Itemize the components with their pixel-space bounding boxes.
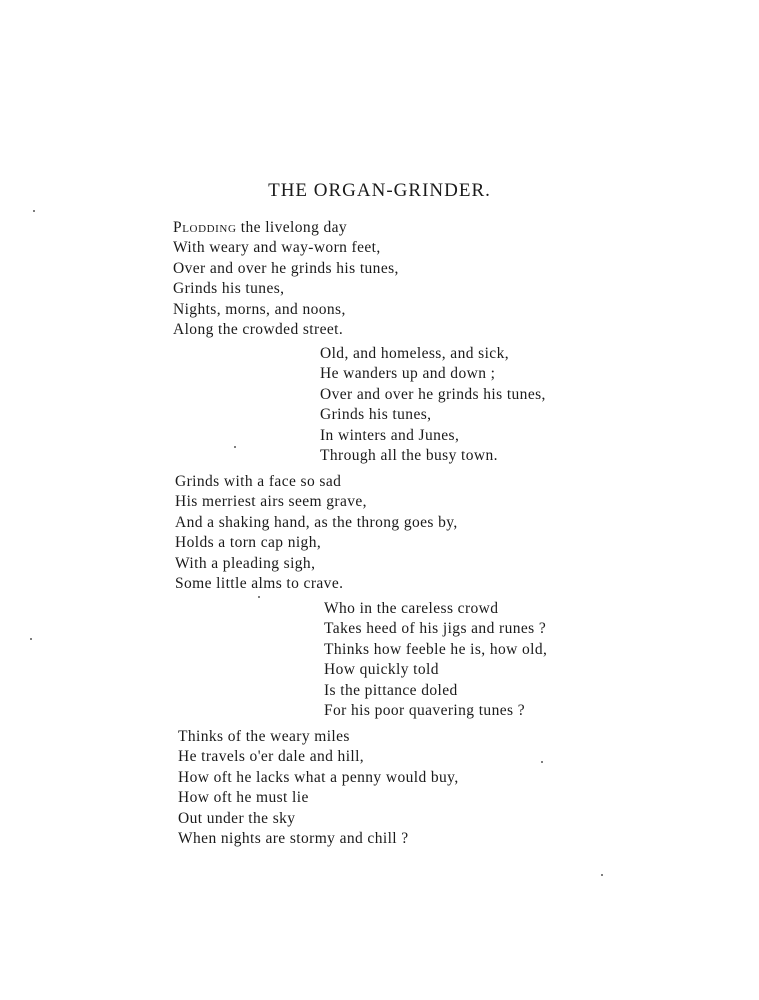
poem-line: Along the crowded street. [173, 320, 344, 338]
stanza-1 [173, 218, 399, 340]
poem-line: In winters and Junes, [320, 426, 460, 444]
poem-line: Nights, morns, and noons, [173, 300, 346, 318]
stanza-5 [178, 727, 459, 849]
poem-line: Grinds his tunes, [173, 280, 285, 298]
poem-line: How oft he must lie [178, 789, 309, 807]
poem-line: With a pleading sigh, [175, 554, 316, 572]
poem-title: THE ORGAN-GRINDER. [268, 180, 491, 201]
poem-line: And a shaking hand, as the throng goes by, [175, 513, 458, 531]
poem-line: Over and over he grinds his tunes, [173, 259, 399, 277]
poem-line: Is the pittance doled [324, 681, 458, 699]
first-word: Plodding [173, 219, 237, 236]
poem-line: Over and over he grinds his tunes, [320, 385, 546, 403]
poem-line: He wanders up and down ; [320, 365, 496, 383]
paper-speck [33, 210, 35, 212]
poem-line [173, 218, 399, 238]
poem-line: His merriest airs seem grave, [175, 493, 367, 511]
poem-line: Old, and homeless, and sick, [320, 345, 509, 362]
poem-line: With weary and way-worn feet, [173, 239, 381, 257]
line-rest: the livelong day [236, 219, 348, 236]
stanza-4 [324, 599, 547, 721]
stanza-2 [320, 344, 546, 466]
poem-line: When nights are stormy and chill ? [178, 829, 409, 847]
poem-line: Grinds with a face so sad [175, 473, 342, 490]
poem-line: He travels o'er dale and hill, [178, 748, 365, 766]
poem-line: Holds a torn cap nigh, [175, 534, 322, 552]
poem-line: Thinks of the weary miles [178, 728, 350, 745]
poem-line: How quickly told [324, 661, 439, 679]
poem-line: Who in the careless crowd [324, 600, 499, 617]
paper-speck [601, 874, 603, 876]
poem-line: How oft he lacks what a penny would buy, [178, 768, 459, 786]
poem-line: Out under the sky [178, 809, 296, 827]
poem-line: Takes heed of his jigs and runes ? [324, 620, 547, 638]
poem-line: Through all the busy town. [320, 446, 498, 464]
stanza-3 [175, 472, 458, 594]
poem-line: Grinds his tunes, [320, 406, 432, 424]
poem-line: Some little alms to crave. [175, 574, 344, 592]
paper-speck [258, 596, 260, 598]
paper-speck [234, 446, 236, 448]
paper-speck [541, 761, 543, 763]
poem-line: Thinks how feeble he is, how old, [324, 640, 548, 658]
poem-line: For his poor quavering tunes ? [324, 701, 525, 719]
paper-speck [30, 638, 32, 640]
